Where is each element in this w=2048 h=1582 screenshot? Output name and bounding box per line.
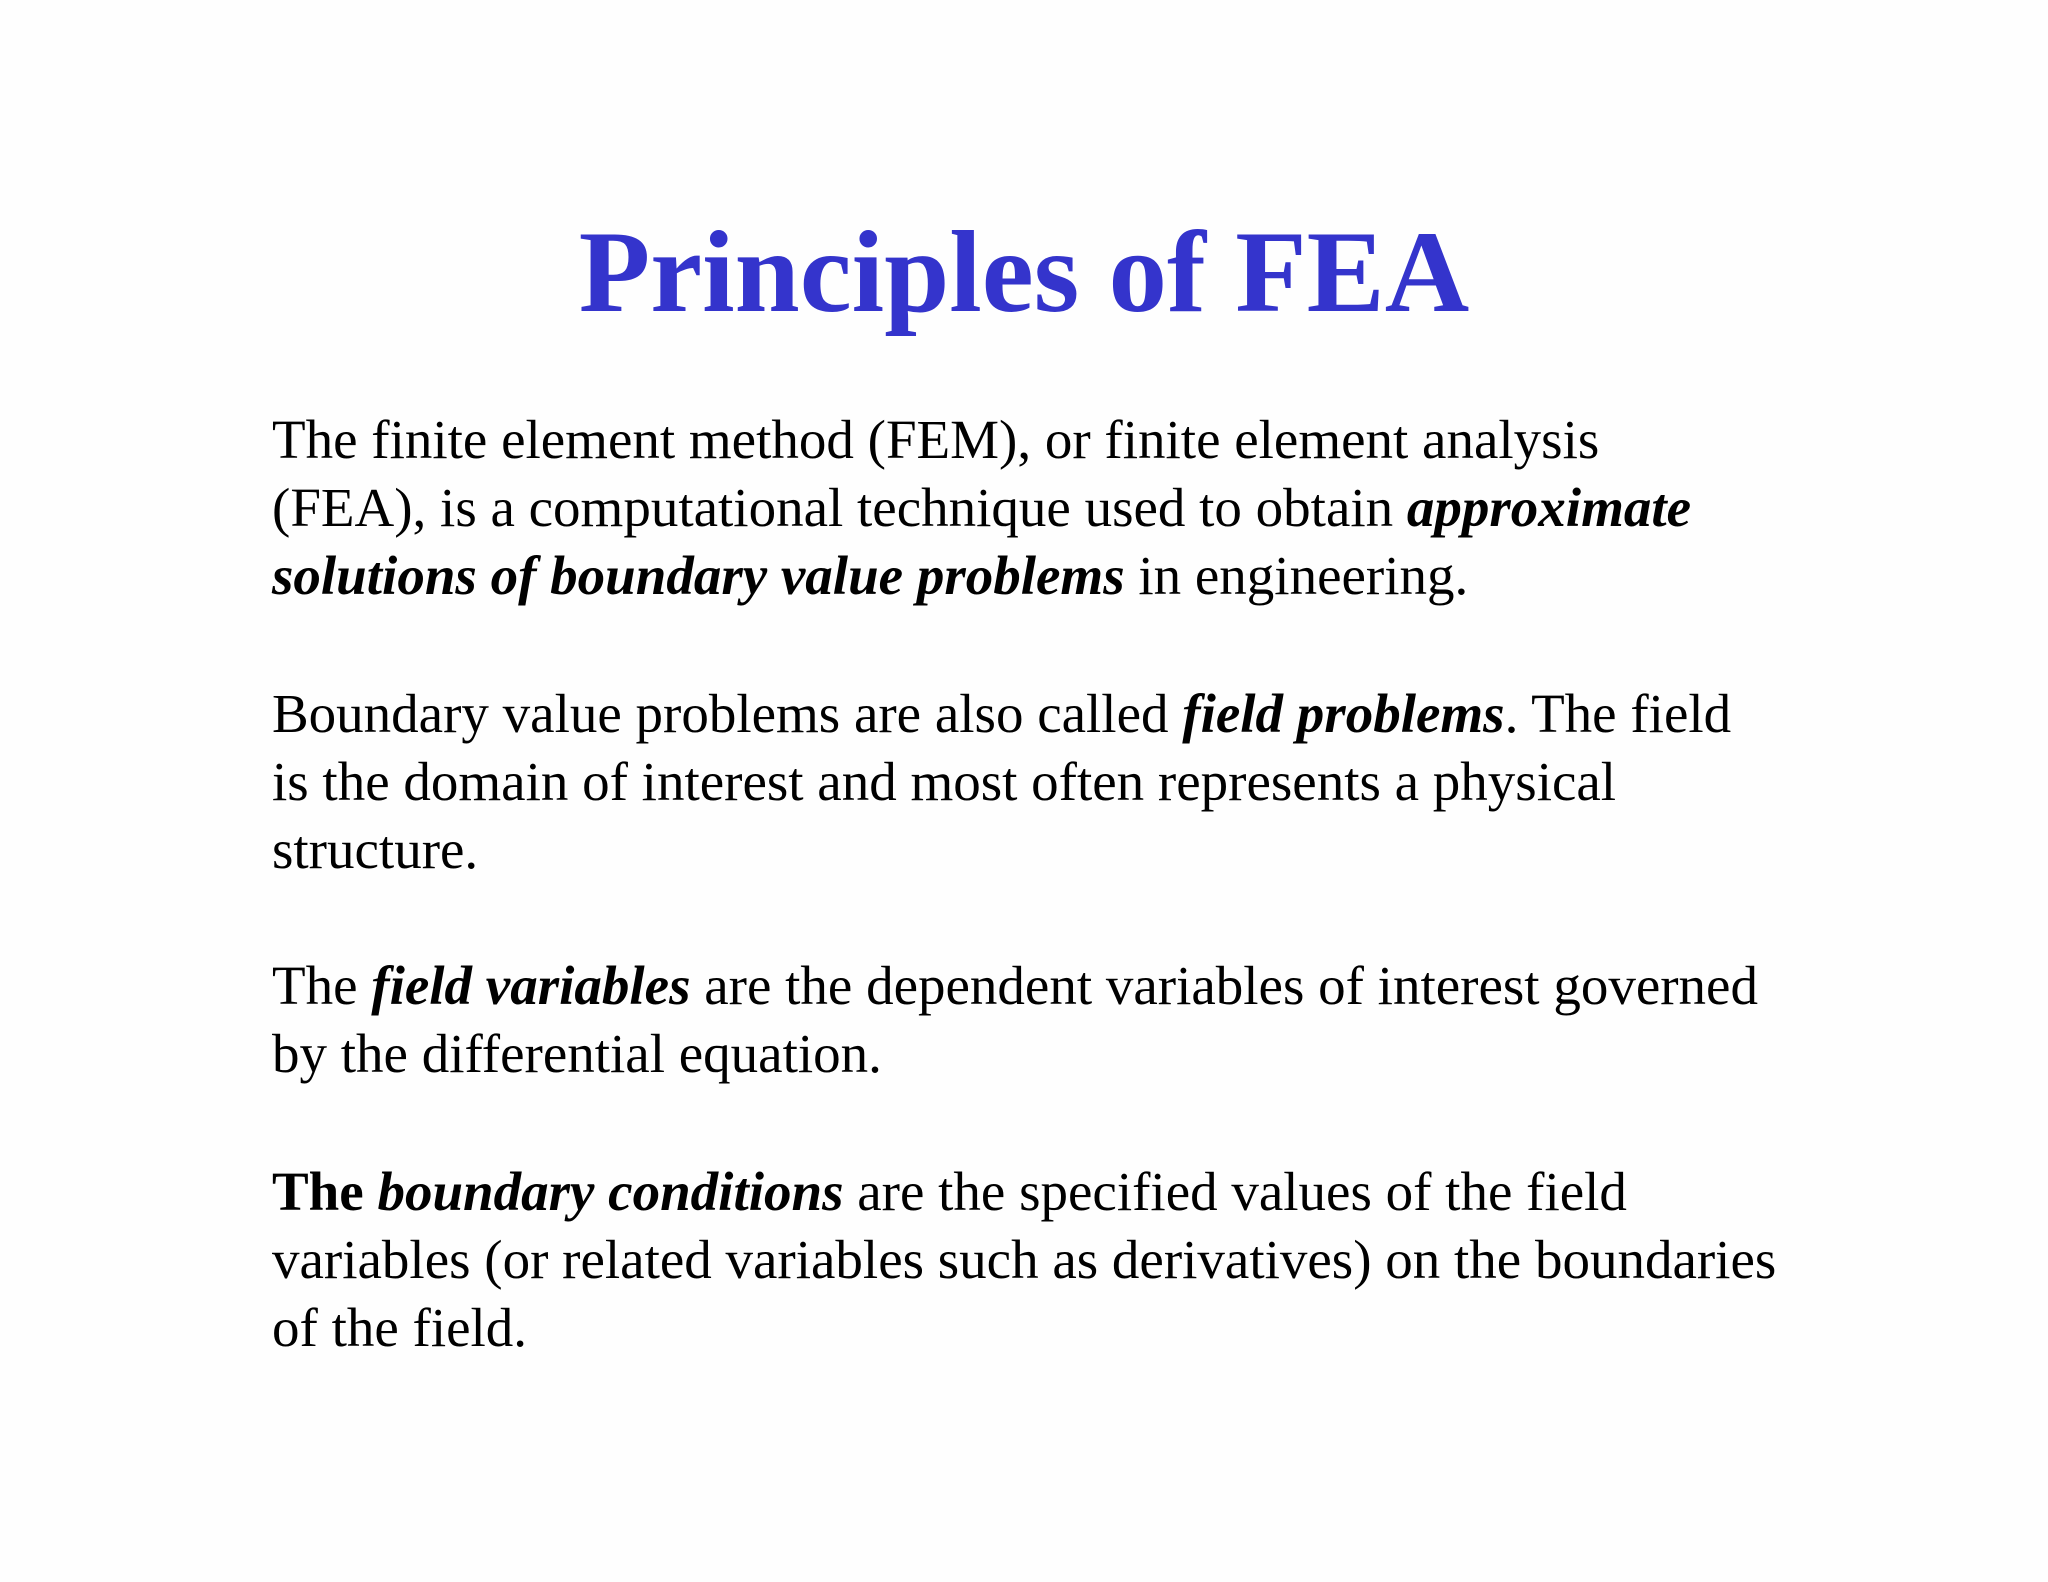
text-segment: The [272,955,372,1016]
paragraph-field-problems [272,680,1731,884]
text-line [272,816,1731,884]
text-segment: The finite element method (FEM), or finite element analysis [272,409,1600,470]
text-segment: (FEA), is a computational technique used to obtain [272,477,1407,538]
text-segment: are the specified values of the field [843,1161,1627,1222]
emphasized-term: The [272,1161,378,1222]
text-line [272,680,1731,748]
emphasized-term: field problems [1182,683,1505,744]
text-line [272,542,1691,610]
text-segment: Boundary value problems are also called [272,683,1183,744]
text-line [272,474,1691,542]
text-segment: are the dependent variables of interest governed [690,955,1758,1016]
text-segment: . The field [1504,683,1732,744]
paragraph-field-variables [272,952,1758,1088]
text-segment: is the domain of interest and most often represents a physical [272,751,1617,812]
text-line [272,748,1731,816]
text-segment: variables (or related variables such as derivatives) on the boundaries [272,1229,1777,1290]
text-line [272,1226,1776,1294]
text-segment: of the field. [272,1297,528,1358]
emphasized-term: approximate [1406,477,1692,538]
paragraph-boundary-conditions [272,1158,1776,1362]
text-segment: structure. [272,819,479,880]
emphasized-term: field variables [371,955,691,1016]
text-line [272,1020,1758,1088]
text-segment: in engineering. [1124,545,1469,606]
slide-title: Principles of FEA [578,208,1470,337]
text-line [272,1158,1776,1226]
text-line [272,952,1758,1020]
emphasized-term: solutions of boundary value problems [272,545,1125,606]
text-segment: by the differential equation. [272,1023,882,1084]
paragraph-fem-definition [272,406,1691,610]
text-line [272,1294,1776,1362]
emphasized-term: boundary conditions [377,1161,844,1222]
text-line [272,406,1691,474]
